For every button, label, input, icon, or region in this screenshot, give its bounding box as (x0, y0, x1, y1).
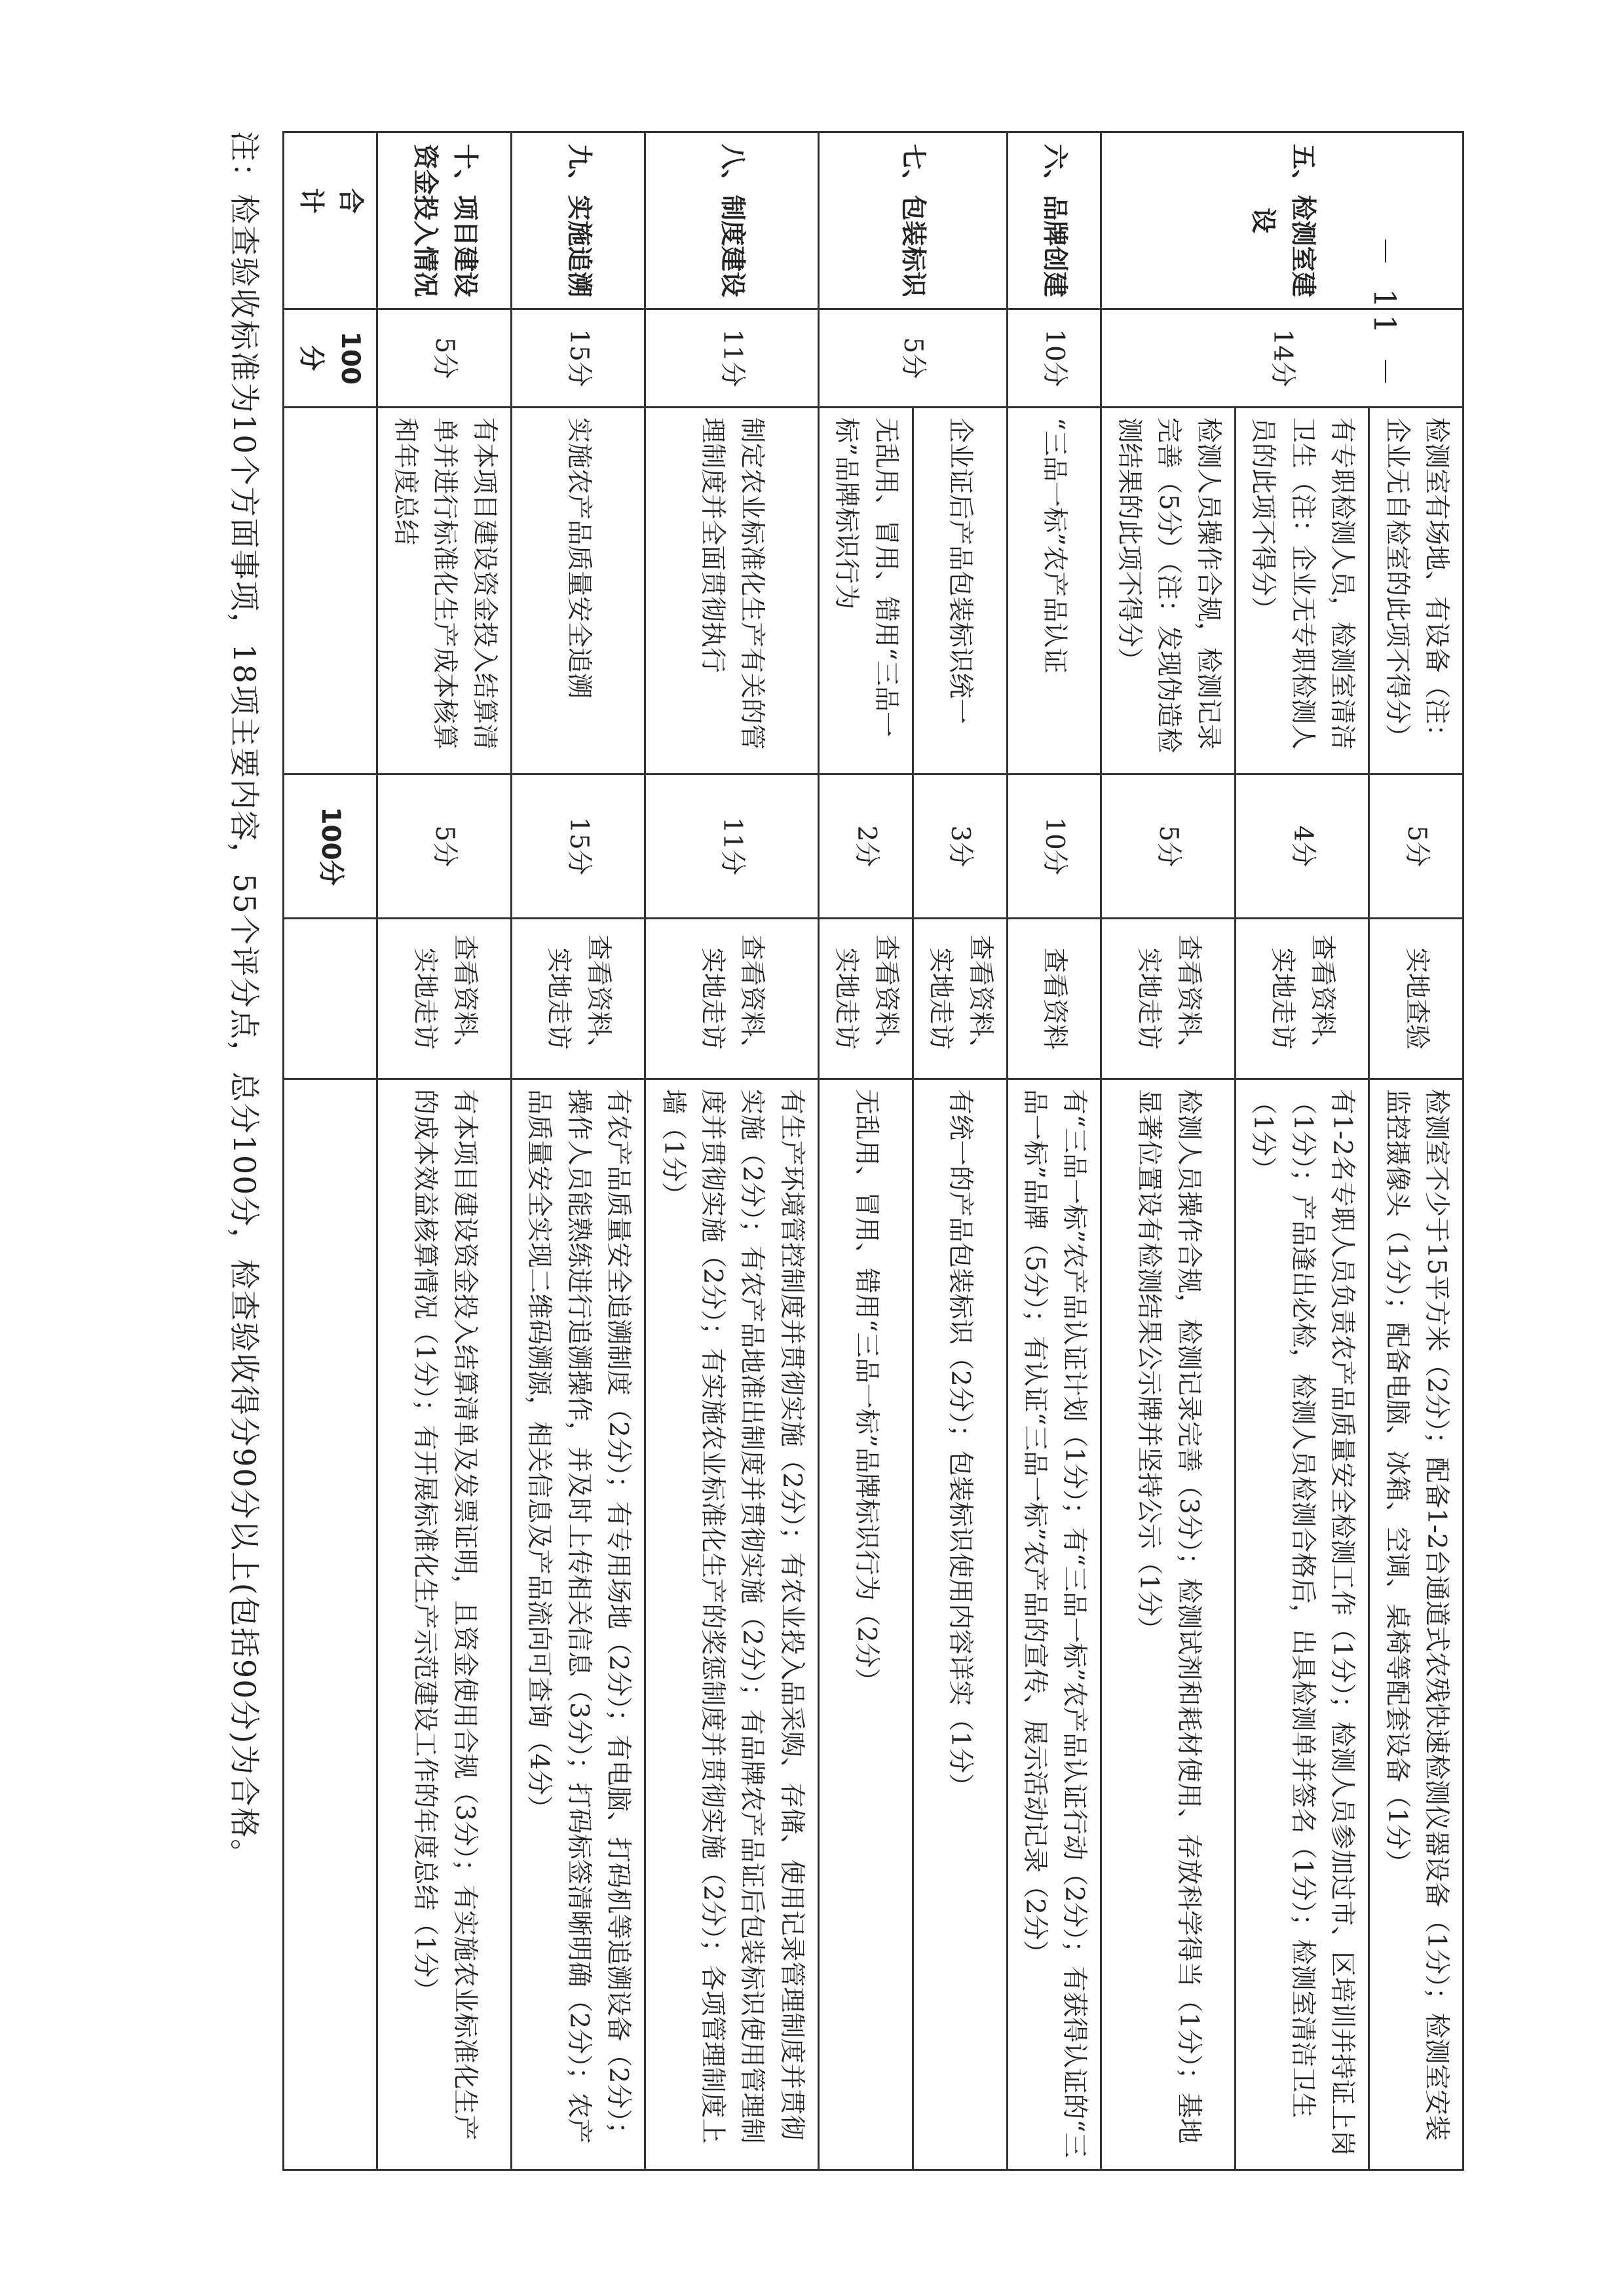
item-cell: 企业证后产品包装标识统一 (913, 408, 1007, 775)
standard-cell: 有“三品一标”农产品认证计划（1分）；有“三品一标”农产品认证行动（2分）；有获得认证的“三品一标”品牌（5分）；有认证“三品一标”农产品的宣传、展示活动记录（2分） (1007, 1079, 1101, 2170)
total-label: 合 计 (283, 132, 377, 309)
item-cell: 无乱用、冒用、错用“三品一标”品牌标识行为 (818, 408, 913, 775)
category-cell: 十、项目建设资金投入情况 (377, 132, 511, 309)
standard-cell: 检测人员操作合规，检测记录完善（3分）；检测试剂和耗材使用、存放科学得当（1分）；基地显著位置设有检测结果公示牌并坚持公示（1分） (1101, 1079, 1235, 2170)
table-row (913, 132, 1007, 2170)
method-cell: 查看资料、实地走访 (913, 919, 1007, 1079)
footnote: 注：检查验收标准为10个方面事项，18项主要内容，55个评分点，总分100分，检查验收得分90分以上(包括90分)为合格。 (226, 131, 262, 1871)
page-number: － 11 － (1367, 236, 1403, 393)
table-row (645, 132, 819, 2170)
score-cell: 4分 (1235, 775, 1369, 919)
item-cell: 有本项目建设资金投入结算清单并进行标准化生产成本核算和年度总结 (377, 408, 511, 775)
method-cell: 查看资料、实地走访 (818, 919, 913, 1079)
table-row (1235, 132, 1369, 2170)
score-cell: 11分 (645, 775, 819, 919)
standard-cell: 有统一的产品包装标识（2分）；包装标识使用内容详实（1分） (913, 1079, 1007, 2170)
category-points: 14分 (1101, 309, 1463, 408)
standard-cell: 有生产环境管控制度并贯彻实施（2分）；有农业投入品采购、存储、使用记录管理制度并贯彻实施（2分）；有农产品地准出制度并贯彻实施（2分）；有品牌农产品证后包装标识使用管理制度并贯彻实施（2分）；有实施农业标准化生产的奖惩制度并贯彻实施（2分）；各项管理制度上墙（1分） (645, 1079, 819, 2170)
category-cell: 七、包装标识 (818, 132, 1007, 309)
table-row (511, 132, 645, 2170)
score-cell: 5分 (377, 775, 511, 919)
scoring-table (282, 131, 1464, 2171)
item-cell: 有专职检测人员，检测室清洁卫生（注：企业无专职检测人员的此项不得分） (1235, 408, 1369, 775)
method-cell: 查看资料、实地走访 (645, 919, 819, 1079)
score-cell: 10分 (1007, 775, 1101, 919)
empty-cell (283, 919, 377, 1079)
category-points: 5分 (377, 309, 511, 408)
rotated-page (118, 131, 1467, 2169)
empty-cell (283, 408, 377, 775)
item-cell: 检测人员操作合规，检测记录完善（5分）（注：发现伪造检测结果的此项不得分） (1101, 408, 1235, 775)
category-cell: 九、实施追溯 (511, 132, 645, 309)
method-cell: 查看资料、实地走访 (1101, 919, 1235, 1079)
item-cell: 制定农业标准化生产有关的管理制度并全面贯彻执行 (645, 408, 819, 775)
category-points: 5分 (818, 309, 1007, 408)
table-row (1369, 132, 1463, 2170)
category-cell: 五、检测室建设 (1101, 132, 1463, 309)
table-row (377, 132, 511, 2170)
score-cell: 5分 (1101, 775, 1235, 919)
item-cell: 检测室有场地、有设备（注：企业无自检室的此项不得分） (1369, 408, 1463, 775)
score-cell: 15分 (511, 775, 645, 919)
score-cell: 3分 (913, 775, 1007, 919)
standard-cell: 有1-2名专职人员负责农产品质量安全检测工作（1分）；检测人员参加过市、区培训并持证上岗（1分）；产品逢出必检，检测人员检测合格后，出具检测单并签名（1分）；检测室清洁卫生（1分） (1235, 1079, 1369, 2170)
empty-cell (283, 1079, 377, 2170)
method-cell: 查看资料、实地走访 (377, 919, 511, 1079)
standard-cell: 无乱用、冒用、错用“三品一标”品牌标识行为（2分） (818, 1079, 913, 2170)
item-cell: 实施农产品质量安全追溯 (511, 408, 645, 775)
score-cell: 5分 (1369, 775, 1463, 919)
table-row (1101, 132, 1235, 2170)
method-cell: 实地查验 (1369, 919, 1463, 1079)
standard-cell: 有本项目建设资金投入结算清单及发票证明，且资金使用合规（3分）；有实施农业标准化生产的成本效益核算情况（1分）；有开展标准化生产示范建设工作的年度总结（1分） (377, 1079, 511, 2170)
category-cell: 六、品牌创建 (1007, 132, 1101, 309)
total-score: 100分 (283, 775, 377, 919)
total-row (283, 132, 377, 2170)
method-cell: 查看资料、实地走访 (1235, 919, 1369, 1079)
method-cell: 查看资料、实地走访 (511, 919, 645, 1079)
standard-cell: 有农产品质量安全追溯制度（2分）；有专用场地（2分）；有电脑、打码机等追溯设备（2分）；操作人员能熟练进行追溯操作，并及时上传相关信息（3分）；打码标签清晰明确（2分）；农产品质量安全实现二维码溯源，相关信息及产品流向可查询（4分） (511, 1079, 645, 2170)
total-points: 100分 (283, 309, 377, 408)
category-cell: 八、制度建设 (645, 132, 819, 309)
item-cell: “三品一标”农产品认证 (1007, 408, 1101, 775)
table-row (1007, 132, 1101, 2170)
score-cell: 2分 (818, 775, 913, 919)
table-row (818, 132, 913, 2170)
standard-cell: 检测室不少于15平方米（2分）；配备1-2台通道式农残快速检测仪器设备（1分）；检测室安装监控摄像头（1分）；配备电脑、冰箱、空调、桌椅等配套设备（1分） (1369, 1079, 1463, 2170)
category-points: 15分 (511, 309, 645, 408)
category-points: 11分 (645, 309, 819, 408)
method-cell: 查看资料 (1007, 919, 1101, 1079)
category-points: 10分 (1007, 309, 1101, 408)
